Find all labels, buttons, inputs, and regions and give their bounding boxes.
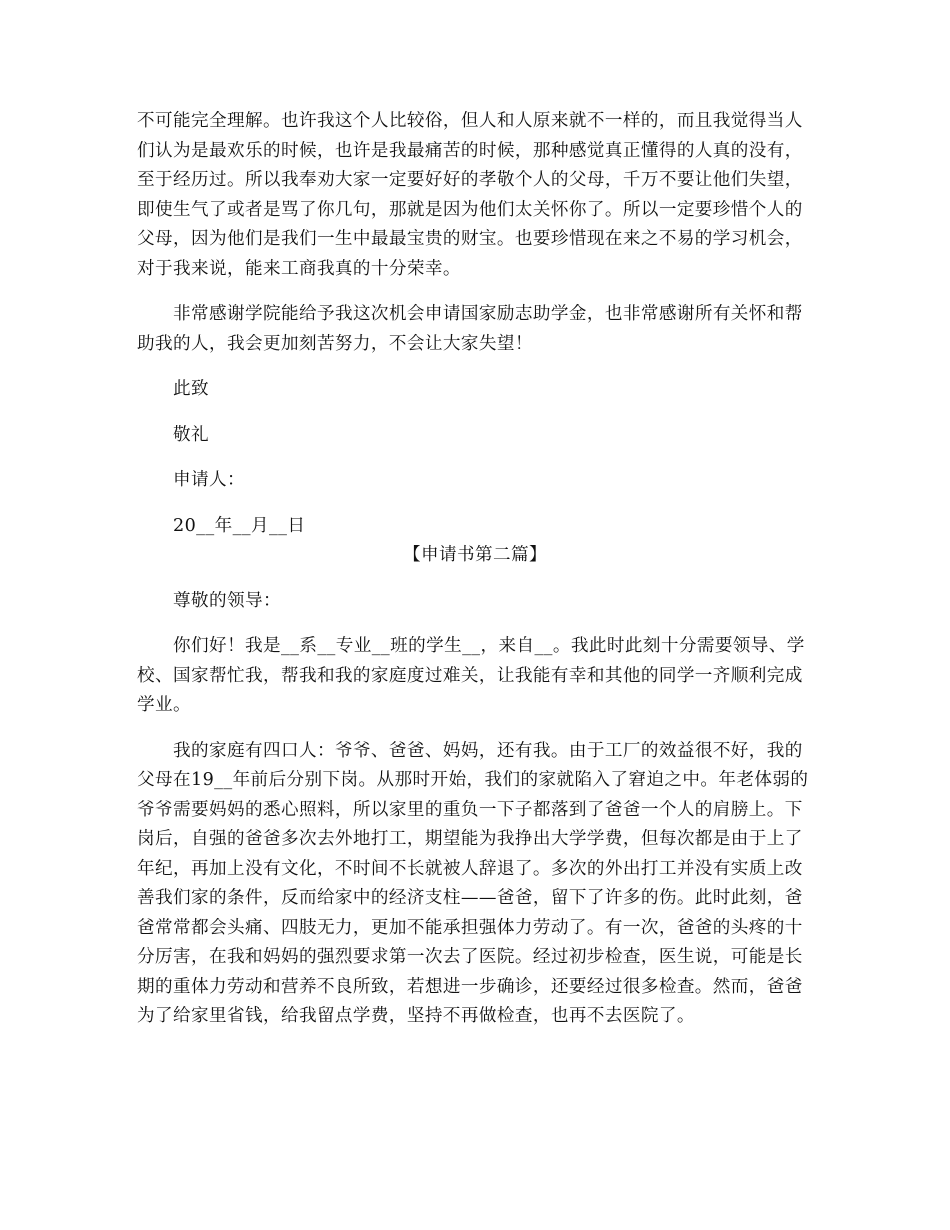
text-line: 分厉害，在我和妈妈的强烈要求第一次去了医院。经过初步检查，医生说，可能是长	[137, 947, 803, 967]
text-line: 非常感谢学院能给予我这次机会申请国家励志助学金，也非常感谢所有关怀和帮	[173, 304, 803, 324]
date-line: 20__年__月__日	[173, 515, 306, 536]
text-line: 至于经历过。所以我奉劝大家一定要好好的孝敬个人的父母，千万不要让他们失望，	[137, 170, 803, 190]
text-line: 善我们家的条件，反而给家中的经济支柱——爸爸，留下了许多的伤。此时此刻，爸	[137, 888, 803, 908]
text-line: 为了给家里省钱，给我留点学费，坚持不再做检查，也再不去医院了。	[137, 1006, 695, 1026]
text-line: 爸常常都会头痛、四肢无力，更加不能承担强体力劳动了。有一次，爸爸的头疼的十	[137, 917, 803, 938]
text-line: 即使生气了或者是骂了你几句，那就是因为他们太关怀你了。所以一定要珍惜个人的	[137, 199, 803, 220]
text-line: 学业。	[137, 695, 191, 715]
paragraph-family	[137, 737, 813, 1032]
section-heading: 【申请书第二篇】	[403, 545, 547, 565]
text-line: 岗后，自强的爸爸多次去外地打工，期望能为我挣出大学学费，但每次都是由于上了	[137, 829, 803, 849]
text-line: 父母在19__年前后分别下岗。从那时开始，我们的家就陷入了窘迫之中。年老体弱的	[137, 770, 809, 790]
text-line: 对于我来说，能来工商我真的十分荣幸。	[137, 258, 461, 279]
text-line: 父母，因为他们是我们一生中最最宝贵的财宝。也要珍惜现在来之不易的学习机会，	[137, 229, 803, 249]
closing-salute: 敬礼	[173, 424, 209, 445]
text-line: 们认为是最欢乐的时候，也许是我最痛苦的时候，那种感觉真正懂得的人真的没有，	[137, 140, 803, 161]
paragraph-thanks	[137, 300, 813, 359]
text-line: 我的家庭有四口人：爷爷、爸爸、妈妈，还有我。由于工厂的效益很不好，我的	[173, 740, 803, 761]
text-line: 你们好！我是__系__专业__班的学生__，来自__。我此时此刻十分需要领导、学	[173, 636, 805, 656]
paragraph-continued	[137, 107, 813, 284]
salutation: 尊敬的领导：	[173, 590, 281, 611]
applicant-label: 申请人：	[173, 470, 245, 490]
text-line: 不可能完全理解。也许我这个人比较俗，但人和人原来就不一样的，而且我觉得当人	[137, 111, 803, 131]
paragraph-intro	[137, 632, 813, 721]
document-page	[137, 107, 813, 1032]
text-line: 期的重体力劳动和营养不良所致，若想进一步确诊，还要经过很多检查。然而，爸爸	[137, 976, 803, 997]
text-line: 年纪，再加上没有文化，不时间不长就被人辞退了。多次的外出打工并没有实质上改	[137, 858, 803, 879]
text-line: 助我的人，我会更加刻苦努力，不会让大家失望！	[137, 333, 533, 354]
text-line: 校、国家帮忙我，帮我和我的家庭度过难关，让我能有幸和其他的同学一齐顺利完成	[137, 665, 803, 686]
closing-respect: 此致	[173, 379, 209, 399]
text-line: 爷爷需要妈妈的悉心照料，所以家里的重负一下子都落到了爸爸一个人的肩膀上。下	[137, 799, 803, 820]
